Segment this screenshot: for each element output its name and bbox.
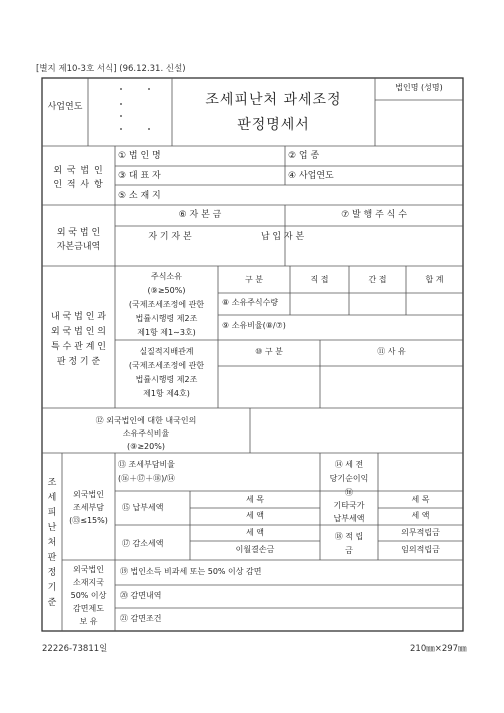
business-year-label: 사업연도: [47, 102, 83, 112]
row-tax-burden-ratio: ⑬ 조세부담비율 (⑯＋⑰＋⑱)/⑭: [118, 460, 175, 483]
control-relation-block: 실질적지배관계 (국제조세조정에 관한 법률시행령 제2조 제1항 제4호): [128, 347, 205, 398]
field-location: ⑤ 소 재 지: [118, 191, 161, 201]
relation-criteria-section: 내 국 법 인 과 외 국 법 인 의 특 수 관 계 인 판 정 기 준: [51, 312, 106, 367]
row-reduced-tax: ⑰ 감소세액: [122, 539, 164, 548]
tax-amount-label-2: 세 액: [411, 511, 430, 520]
col-indirect: 간 접: [368, 275, 387, 284]
row-exemption-detail: ⑳ 감면내역: [120, 591, 162, 600]
capital-section: 외 국 법 인 자본금내역: [56, 228, 101, 252]
col-direct: 직 접: [310, 275, 329, 284]
tax-burden-label: 외국법인 조세부담 (⑬≤15%): [69, 490, 108, 525]
foreign-corp-section: 외 국 법 인 인 적 사 항: [53, 166, 104, 190]
field-fiscal-year: ④ 사업연도: [288, 171, 334, 181]
voluntary-reserve-label: 임의적립금: [401, 545, 440, 554]
dot-mark: [148, 128, 150, 130]
col-total: 합 계: [425, 275, 444, 284]
shares-issued-header: ⑦ 발 행 주 식 수: [341, 210, 407, 220]
row-category: ⑩ 구 분: [255, 347, 283, 356]
own-capital-label: 자 기 자 본: [148, 232, 192, 242]
dot-mark: [120, 128, 122, 130]
dot-mark: [120, 103, 122, 105]
row-pretax-income: ⑭ 세 전 당기순이익: [329, 460, 369, 483]
form-title-line2: 판정명세서: [237, 117, 310, 133]
tax-amount-label-3: 세 액: [246, 528, 264, 537]
form-code: 22226-73811일: [42, 644, 108, 654]
paid-capital-label: 납 입 자 본: [260, 232, 305, 242]
col-category: 구 분: [245, 275, 263, 284]
corp-name-label: 법인명 (성명): [395, 83, 443, 92]
capital-header: ⑥ 자 본 금: [178, 210, 222, 220]
exemption-system-label: 외국법인 소재지국 50% 이상 감면제도 보 유: [70, 565, 107, 626]
field-business-type: ② 업 종: [288, 151, 320, 161]
row-reason: ⑪ 사 유: [377, 347, 406, 356]
row-share-ratio: ⑨ 소유비율(⑧/⑦): [222, 321, 286, 330]
tax-item-label: 세 목: [246, 495, 264, 504]
row-share-qty: ⑧ 소유주식수량: [222, 298, 279, 307]
mandatory-reserve-label: 의무적립금: [401, 528, 440, 537]
field-representative: ③ 대 표 자: [118, 171, 161, 181]
domestic-ownership-ratio: ⑫ 외국법인에 대한 내국인의 소유주식비율 (⑨≥20%): [95, 416, 197, 451]
row-paid-tax: ⑮ 납부세액: [122, 503, 164, 512]
row-other-country-tax: ⑯ 기타국가 납부세액: [333, 488, 365, 523]
row-reserve: ⑱ 적 립 금: [334, 532, 364, 555]
tax-item-label-2: 세 목: [411, 495, 430, 504]
dot-mark: [120, 88, 122, 90]
dot-mark: [148, 88, 150, 90]
row-exemption-condition: ㉑ 감면조건: [120, 614, 162, 623]
tax-haven-section: 조 세 피 난 처 판 정 기 준: [47, 478, 57, 608]
field-corp-name: ① 법 인 명: [118, 151, 161, 161]
form-title-line1: 조세피난처 과세조정: [205, 92, 342, 108]
form-number: [별지 제10-3호 서식] (96.12.31. 신설): [36, 64, 186, 74]
paper-size: 210㎜×297㎜: [410, 644, 467, 654]
row-exempt-income: ⑲ 법인소득 비과세 또는 50% 이상 감면: [120, 567, 262, 576]
share-ownership-block: 주식소유 (⑨≥50%) (국제조세조정에 관한 법률시행령 제2조 제1항 제1∼3호): [128, 272, 205, 337]
loss-carryforward-label: 이월결손금: [235, 545, 275, 554]
dot-mark: [120, 115, 122, 117]
tax-amount-label: 세 액: [246, 511, 264, 520]
